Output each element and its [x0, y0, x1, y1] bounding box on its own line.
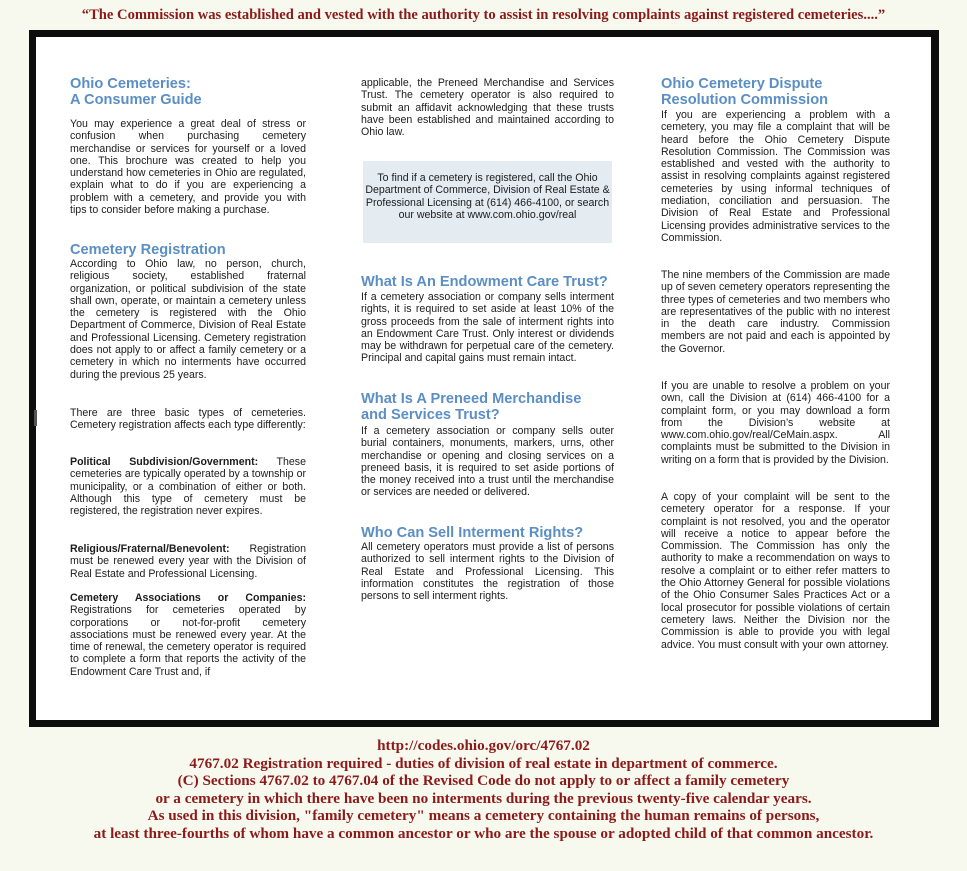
- commission-para-3: If you are unable to resolve a problem on your own, call the Division at (614) 466-4100 for a complaint form, or you may download a form from the Division’s website at www.com.ohio.gov/real/CeMain.aspx. All complaints must be submitted to the Division in writing on a form that is provided by the Division.: [661, 380, 890, 466]
- code-line-4: As used in this division, "family cemetery" means a cemetery containing the human remains of persons,: [147, 807, 820, 825]
- fold-mark: [34, 410, 37, 426]
- registration-text: According to Ohio law, no person, church, religious society, established fraternal organization, or political subdivision of the state shall own, operate, or maintain a cemetery unless the cemetery is registered with the Ohio Department of Commerce, Division of Real Estate and Professional Licensing. Cemetery registration does not apply to or affect a family cemetery or a cemetery in which no interments have occurred during the previous 25 years.: [70, 258, 306, 381]
- commission-para-1: If you are experiencing a problem with a cemetery, you may file a complaint that will be heard before the Ohio Cemetery Dispute Resolution Commission. The Commission was established and vested with the authority to assist in resolving complaints against registered cemeteries by using informal techniques of mediation, conciliation and persuasion. The Division of Real Estate and Professional Licensing provides administrative services to the Commission.: [661, 109, 890, 244]
- preneed-heading-line2: and Services Trust?: [361, 406, 500, 423]
- guide-title-line2: A Consumer Guide: [70, 91, 202, 108]
- type-political-text: These cemeteries are typically operated by a township or municipality, or a combination of either or both. Although this type of cemetery must be registered, the registration never expires.: [70, 456, 306, 518]
- type-religious-text: Registration must be renewed every year with the Division of Real Estate and Professional Licensing.: [70, 543, 306, 580]
- ohio-code-citation: [0, 737, 967, 843]
- type-associations-text: Registrations for cemeteries operated by corporations or not-for-profit cemetery associations must be renewed every year. At the time of renewal, the cemetery operator is required to complete a form that reports the activity of the Endowment Care Trust and, if: [70, 604, 306, 678]
- preneed-heading-line1: What Is A Preneed Merchandise: [361, 391, 582, 407]
- commission-heading-line1: Ohio Cemetery Dispute: [661, 76, 823, 92]
- commission-heading-line2: Resolution Commission: [661, 91, 829, 108]
- code-line-3: or a cemetery in which there have been no interments during the previous twenty-five calendar years.: [155, 789, 812, 807]
- commission-para-4: A copy of your complaint will be sent to the cemetery operator for a response. If your complaint is not resolved, you and the operator will receive a notice to appear before the Commission. The Commission has only the authority to make a recommendation on ways to resolve a complaint or to either refer matters to the Ohio Attorney General for possible violations of the Ohio Consumer Sales Practices Act or a local prosecutor for possible violations of certain cemetery laws. Neither the Division nor the Commission is able to provide you with legal advice. You must consult with your own attorney.: [661, 491, 890, 651]
- preneed-text: If a cemetery association or company sells outer burial containers, monuments, markers, urns, other merchandise or opening and closing services on a preneed basis, it is required to set aside portions of the money received into a trust until the merchandise or services are needed or delivered.: [361, 425, 614, 499]
- code-url: http://codes.ohio.gov/orc/4767.02: [377, 737, 590, 754]
- guide-title: [70, 77, 306, 108]
- type-religious-label: Religious/Fraternal/Benevolent:: [70, 543, 230, 555]
- preneed-heading: [361, 392, 614, 423]
- trusts-continued: applicable, the Preneed Merchandise and Services Trust. The cemetery operator is also required to submit an affidavit acknowledging that these trusts have been established and maintained according to Ohio law.: [361, 77, 614, 139]
- code-line-2: (C) Sections 4767.02 to 4767.04 of the Revised Code do not apply to or affect a family cemetery: [177, 772, 790, 790]
- type-associations-label: Cemetery Associations or Companies:: [70, 592, 306, 604]
- registration-callout: To find if a cemetery is registered, call the Ohio Department of Commerce, Division of Real Estate & Professional Licensing at (614) 466-4100, or search our website at www.com.ohio.gov/real: [363, 161, 612, 243]
- type-political: [70, 456, 306, 517]
- top-quote: “The Commission was established and vested with the authority to assist in resolving complaints against registered cemeteries....”: [81, 7, 886, 23]
- guide-title-line1: Ohio Cemeteries:: [70, 76, 191, 92]
- endowment-text: If a cemetery association or company sells interment rights, it is required to set aside at least 10% of the gross proceeds from the sale of interment rights into an Endowment Care Trust. Only interest or dividends may be withdrawn for perpetual care of the cemetery. Principal and capital gains must remain intact.: [361, 291, 614, 365]
- sell-text: All cemetery operators must provide a list of persons authorized to sell interment rights to the Division of Real Estate and Professional Licensing. This information constitutes the registration of those persons to sell interment rights.: [361, 541, 614, 603]
- types-intro: There are three basic types of cemeteries. Cemetery registration affects each type differently:: [70, 407, 306, 432]
- endowment-heading: What Is An Endowment Care Trust?: [361, 274, 608, 290]
- commission-heading: [661, 77, 890, 108]
- type-political-label: Political Subdivision/Government:: [70, 456, 259, 468]
- type-associations: [70, 592, 306, 678]
- commission-para-2: The nine members of the Commission are made up of seven cemetery operators representing the three types of cemeteries and two members who are representatives of the public with no interest in the death care industry. Commission members are not paid and each is appointed by the Governor.: [661, 269, 890, 355]
- sell-heading: Who Can Sell Interment Rights?: [361, 525, 584, 541]
- type-religious: [70, 543, 306, 580]
- registration-heading: Cemetery Registration: [70, 242, 226, 258]
- code-line-1: 4767.02 Registration required - duties of division of real estate in department of commerce.: [189, 754, 778, 772]
- brochure-page: [36, 37, 931, 720]
- guide-intro: You may experience a great deal of stress or confusion when purchasing cemetery merchandise or services for yourself or a loved one. This brochure was created to help you understand how cemeteries in Ohio are regulated, explain what to do if you are experiencing a problem with a cemetery, and provide you with tips to consider before making a purchase.: [70, 118, 306, 217]
- code-line-5: at least three-fourths of whom have a common ancestor or who are the spouse or adopted child of that common ancestor.: [93, 824, 874, 842]
